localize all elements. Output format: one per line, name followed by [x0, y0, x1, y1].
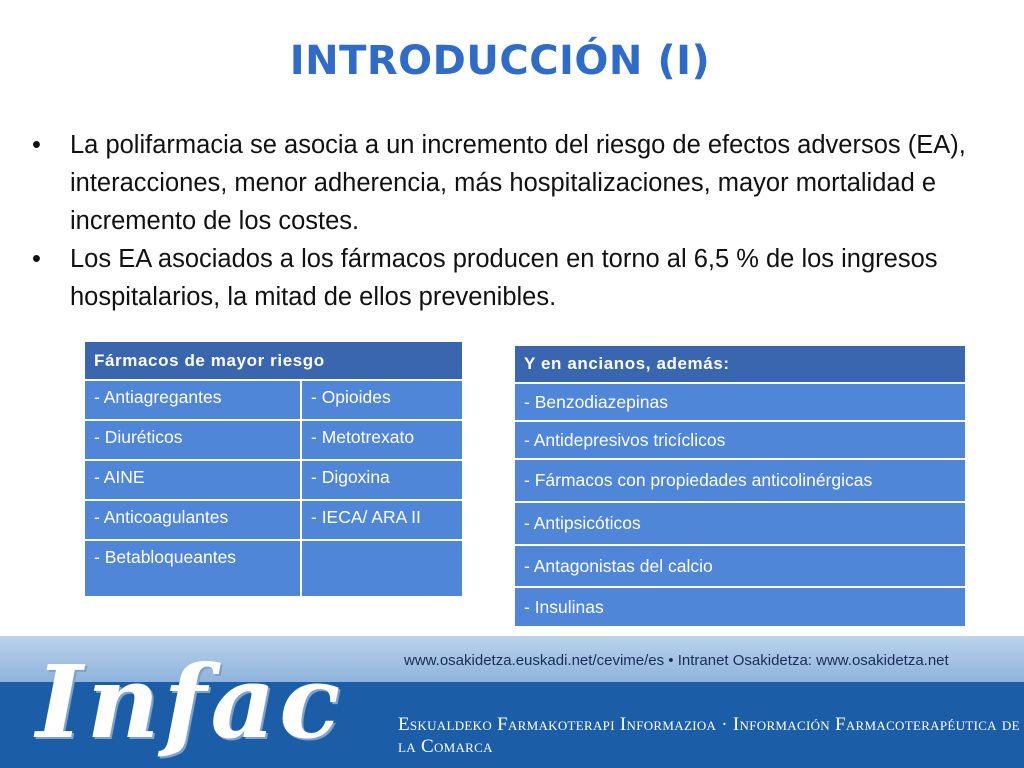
table-cell: - Benzodiazepinas — [515, 384, 967, 422]
bullet-marker: • — [32, 245, 41, 273]
table-row — [85, 381, 464, 421]
bullet-list — [30, 126, 990, 316]
table-cell: - AINE — [85, 461, 302, 501]
footer-banner — [0, 636, 1024, 768]
table-row — [515, 503, 967, 546]
table-cell: - Fármacos con propiedades anticolinérgicas — [515, 460, 967, 503]
infac-logo: Infac — [36, 643, 345, 761]
bullet-text: Los EA asociados a los fármacos producen en torno al 6,5 % de los ingresos hospitalarios, la mitad de ellos prevenibles. — [70, 245, 938, 311]
table-cell: - Anticoagulantes — [85, 501, 302, 541]
table-cell: - Digoxina — [302, 461, 464, 501]
table-row — [515, 546, 967, 588]
elderly-drugs-table — [515, 346, 967, 628]
table-row — [515, 384, 967, 422]
bullet-marker: • — [32, 131, 41, 159]
bullet-item — [30, 240, 990, 316]
slide-title: INTRODUCCIÓN (I) — [289, 38, 711, 84]
bullet-text: La polifarmacia se asocia a un incremento del riesgo de efectos adversos (EA), interacciones, menor adherencia, más hospitalizaciones, mayor mortalidad e incremento de los costes. — [70, 131, 966, 235]
table-cell: - Opioides — [302, 381, 464, 421]
table-cell: - Antagonistas del calcio — [515, 546, 967, 588]
bullet-item — [30, 126, 990, 240]
table-cell: - Antidepresivos tricíclicos — [515, 422, 967, 460]
table-row — [515, 460, 967, 503]
footer-tagline: Eskualdeko Farmakoterapi Informazioa · Información Farmacoterapéutica de la Comarca — [398, 714, 1020, 757]
high-risk-drugs-table — [85, 342, 464, 598]
table-cell: - Antiagregantes — [85, 381, 302, 421]
table-row — [85, 461, 464, 501]
table-row — [85, 541, 464, 598]
footer-links: www.osakidetza.euskadi.net/cevime/es • Intranet Osakidetza: www.osakidetza.net — [404, 652, 949, 669]
table-cell: - Diuréticos — [85, 421, 302, 461]
table-row — [515, 588, 967, 628]
table-header: Y en ancianos, además: — [515, 346, 967, 384]
table-header: Fármacos de mayor riesgo — [85, 342, 464, 381]
table-cell: - Betabloqueantes — [85, 541, 302, 598]
table-row — [85, 421, 464, 461]
table-cell: - Metotrexato — [302, 421, 464, 461]
table-cell: - IECA/ ARA II — [302, 501, 464, 541]
table-cell — [302, 541, 464, 598]
table-row — [85, 501, 464, 541]
table-cell: - Antipsicóticos — [515, 503, 967, 546]
table-row — [515, 422, 967, 460]
table-cell: - Insulinas — [515, 588, 967, 628]
